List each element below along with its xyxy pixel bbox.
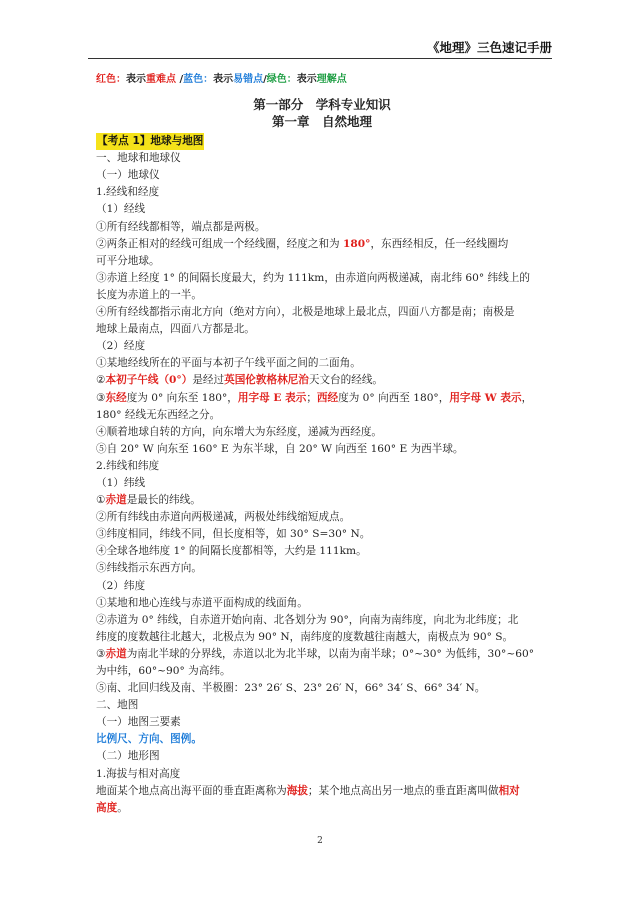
text-line	[96, 526, 548, 543]
legend-red-prefix: 表示	[126, 74, 146, 85]
text-segment: ②两条正相对的经线可组成一个经线圈，经度之和为	[96, 237, 344, 250]
text-line	[96, 612, 548, 629]
header-rule	[88, 58, 552, 59]
text-segment: 长度为赤道上的一半。	[96, 288, 202, 301]
text-line	[96, 663, 548, 680]
text-line	[96, 731, 548, 748]
text-segment: ；	[306, 391, 317, 404]
text-segment: 二、地图	[96, 699, 139, 712]
text-segment: 地面某个地点高出海平面的垂直距离称为	[96, 784, 287, 797]
text-line	[96, 714, 548, 731]
text-segment: ；某个地点高出另一地点的垂直距离叫做	[307, 784, 499, 797]
text-line	[96, 766, 548, 783]
text-segment: ③赤道上经度 1° 的间隔长度最大，约为 111km，由赤道向两极递减，南北纬 60° 纬线上的	[96, 271, 530, 284]
legend-sep-2: /	[263, 74, 267, 85]
chapter-title: 第一章 自然地理	[271, 114, 372, 130]
text-line	[96, 270, 548, 287]
text-line	[96, 595, 548, 612]
text-segment: ①所有经线都相等，端点都是两极。	[96, 220, 266, 233]
text-segment: ①	[96, 494, 106, 507]
text-segment: ④所有经线都指示南北方向（绝对方向），北极是地球上最北点，四面八方都是南；南极是	[96, 306, 515, 319]
text-segment: 一、地球和地球仪	[96, 152, 181, 165]
text-segment: 可平分地球。	[96, 254, 160, 267]
text-segment: ，	[521, 391, 533, 404]
text-segment: ①某地和地心连线与赤道平面构成的线面角。	[96, 596, 308, 609]
page-content	[96, 71, 548, 817]
page-number: 2	[317, 836, 323, 846]
red-highlight-text: 海拔	[286, 784, 308, 797]
text-segment: 1.经线和经度	[96, 186, 160, 199]
text-segment: （一）地球仪	[96, 169, 160, 182]
text-line	[96, 201, 548, 218]
text-segment: ③	[96, 391, 106, 404]
text-segment: 天文台的经线。	[308, 374, 384, 387]
text-segment: ③	[96, 647, 106, 660]
text-segment: 为中纬，60°~90° 为高纬。	[96, 665, 231, 677]
legend-green-prefix: 表示	[296, 74, 317, 85]
legend-red-key: 重难点	[146, 74, 176, 85]
text-line	[96, 287, 548, 304]
text-segment: ②赤道为 0° 纬线，自赤道开始向南、北各划分为 90°，向南为南纬度，向北为北纬度；北	[96, 613, 519, 626]
text-line	[96, 253, 548, 270]
text-line	[96, 800, 548, 817]
text-line	[96, 338, 548, 355]
text-line	[96, 355, 548, 372]
text-line	[96, 167, 548, 184]
legend-blue-label: 蓝色：	[183, 74, 214, 85]
body-text	[96, 150, 548, 817]
legend-blue-key: 易错点	[233, 74, 264, 85]
text-line	[96, 219, 548, 236]
text-line	[96, 748, 548, 765]
text-segment: ②	[96, 374, 106, 387]
red-highlight-text: 西经	[316, 391, 339, 404]
red-highlight-text: 相对	[498, 784, 520, 797]
text-segment: 180° 经线无东西经之分。	[96, 408, 221, 421]
text-segment: （1）纬线	[96, 476, 146, 489]
text-segment: ④顺着地球自转的方向，向东增大为东经度，递减为西经度。	[96, 425, 383, 438]
text-segment: ①某地经线所在的平面与本初子午线平面之间的二面角。	[96, 357, 361, 370]
text-segment: ，东西经相反，任一经线圈均	[370, 237, 509, 250]
red-highlight-text: 赤道	[105, 647, 127, 660]
legend-sep-1: /	[176, 74, 184, 85]
text-segment: 度为 0° 向东至 180°，	[126, 391, 238, 404]
text-line	[96, 441, 548, 458]
text-segment: 是最长的纬线。	[126, 494, 201, 507]
text-line	[96, 783, 548, 800]
text-segment: ③纬度相同，纬线不同，但长度相等，如 30° S=30° N。	[96, 528, 371, 541]
red-highlight-text: 180°	[343, 237, 371, 250]
red-highlight-text: 用字母 E 表示	[237, 391, 307, 404]
legend-green-key: 理解点	[316, 74, 347, 85]
text-line	[96, 150, 548, 167]
text-line	[96, 629, 548, 646]
text-line	[96, 492, 548, 509]
red-highlight-text: 东经	[105, 391, 127, 404]
text-segment: 纬度的度数越往北越大，北极点为 90° N，南纬度的度数越往南越大，南极点为 90° S。	[96, 630, 514, 643]
legend-red-label: 红色：	[96, 74, 126, 85]
running-header: 《地理》三色速记手册	[426, 40, 552, 55]
text-segment: 是经过	[192, 374, 225, 387]
text-line	[96, 390, 548, 407]
red-highlight-text: 高度	[96, 801, 118, 814]
red-highlight-text: 英国伦敦格林尼治	[224, 374, 309, 387]
text-line	[96, 424, 548, 441]
text-segment: 2.纬线和纬度	[96, 459, 160, 472]
text-segment: （2）经度	[96, 340, 146, 353]
text-segment: 为南北半球的分界线，赤道以北为北半球，以南为南半球；0°~30° 为低纬，30°~60°	[126, 647, 534, 660]
text-line	[96, 304, 548, 321]
text-segment: ②所有纬线由赤道向两极递减，两极处纬线缩短成点。	[96, 511, 351, 524]
text-segment: （2）纬度	[96, 579, 146, 592]
text-segment: （1）经线	[96, 203, 146, 216]
text-line	[96, 543, 548, 560]
red-highlight-text: 用字母 W 表示	[449, 391, 522, 404]
text-segment: 1.海拔与相对高度	[96, 767, 181, 780]
text-segment: 。	[117, 801, 128, 814]
text-line	[96, 578, 548, 595]
text-line	[96, 184, 548, 201]
text-segment: 度为 0° 向西至 180°，	[338, 391, 450, 404]
part-title: 第一部分 学科专业知识	[253, 97, 391, 113]
text-segment: ⑤自 20° W 向东至 160° E 为东半球，自 20° W 向西至 160° E 为西半球。	[96, 442, 464, 455]
legend-green-label: 绿色：	[266, 74, 297, 85]
text-line	[96, 321, 548, 338]
text-line	[96, 475, 548, 492]
text-line	[96, 560, 548, 577]
legend-blue-prefix: 表示	[213, 74, 234, 85]
text-line	[96, 646, 548, 663]
text-line	[96, 509, 548, 526]
text-line	[96, 236, 548, 253]
text-line	[96, 372, 548, 389]
blue-highlight-text: 比例尺、方向、图例。	[96, 733, 202, 746]
text-segment: （二）地形图	[96, 750, 160, 763]
red-highlight-text: 赤道	[105, 494, 127, 507]
text-segment: （一）地图三要素	[96, 716, 181, 729]
exam-point-heading: 【考点 1】地球与地图	[96, 133, 204, 150]
text-line	[96, 407, 548, 424]
text-segment: 地球上最南点，四面八方都是北。	[96, 323, 255, 336]
red-highlight-text: 本初子午线（0°）	[105, 374, 193, 387]
color-legend	[96, 71, 548, 88]
text-line	[96, 680, 548, 697]
text-segment: ④全球各地纬度 1° 的间隔长度都相等，大约是 111km。	[96, 545, 367, 558]
text-segment: ⑤纬线指示东西方向。	[96, 562, 202, 575]
text-line	[96, 458, 548, 475]
text-segment: ⑤南、北回归线及南、半极圈：23° 26′ S、23° 26′ N，66° 34′ S、66° 34′ N。	[96, 682, 486, 695]
text-line	[96, 697, 548, 714]
